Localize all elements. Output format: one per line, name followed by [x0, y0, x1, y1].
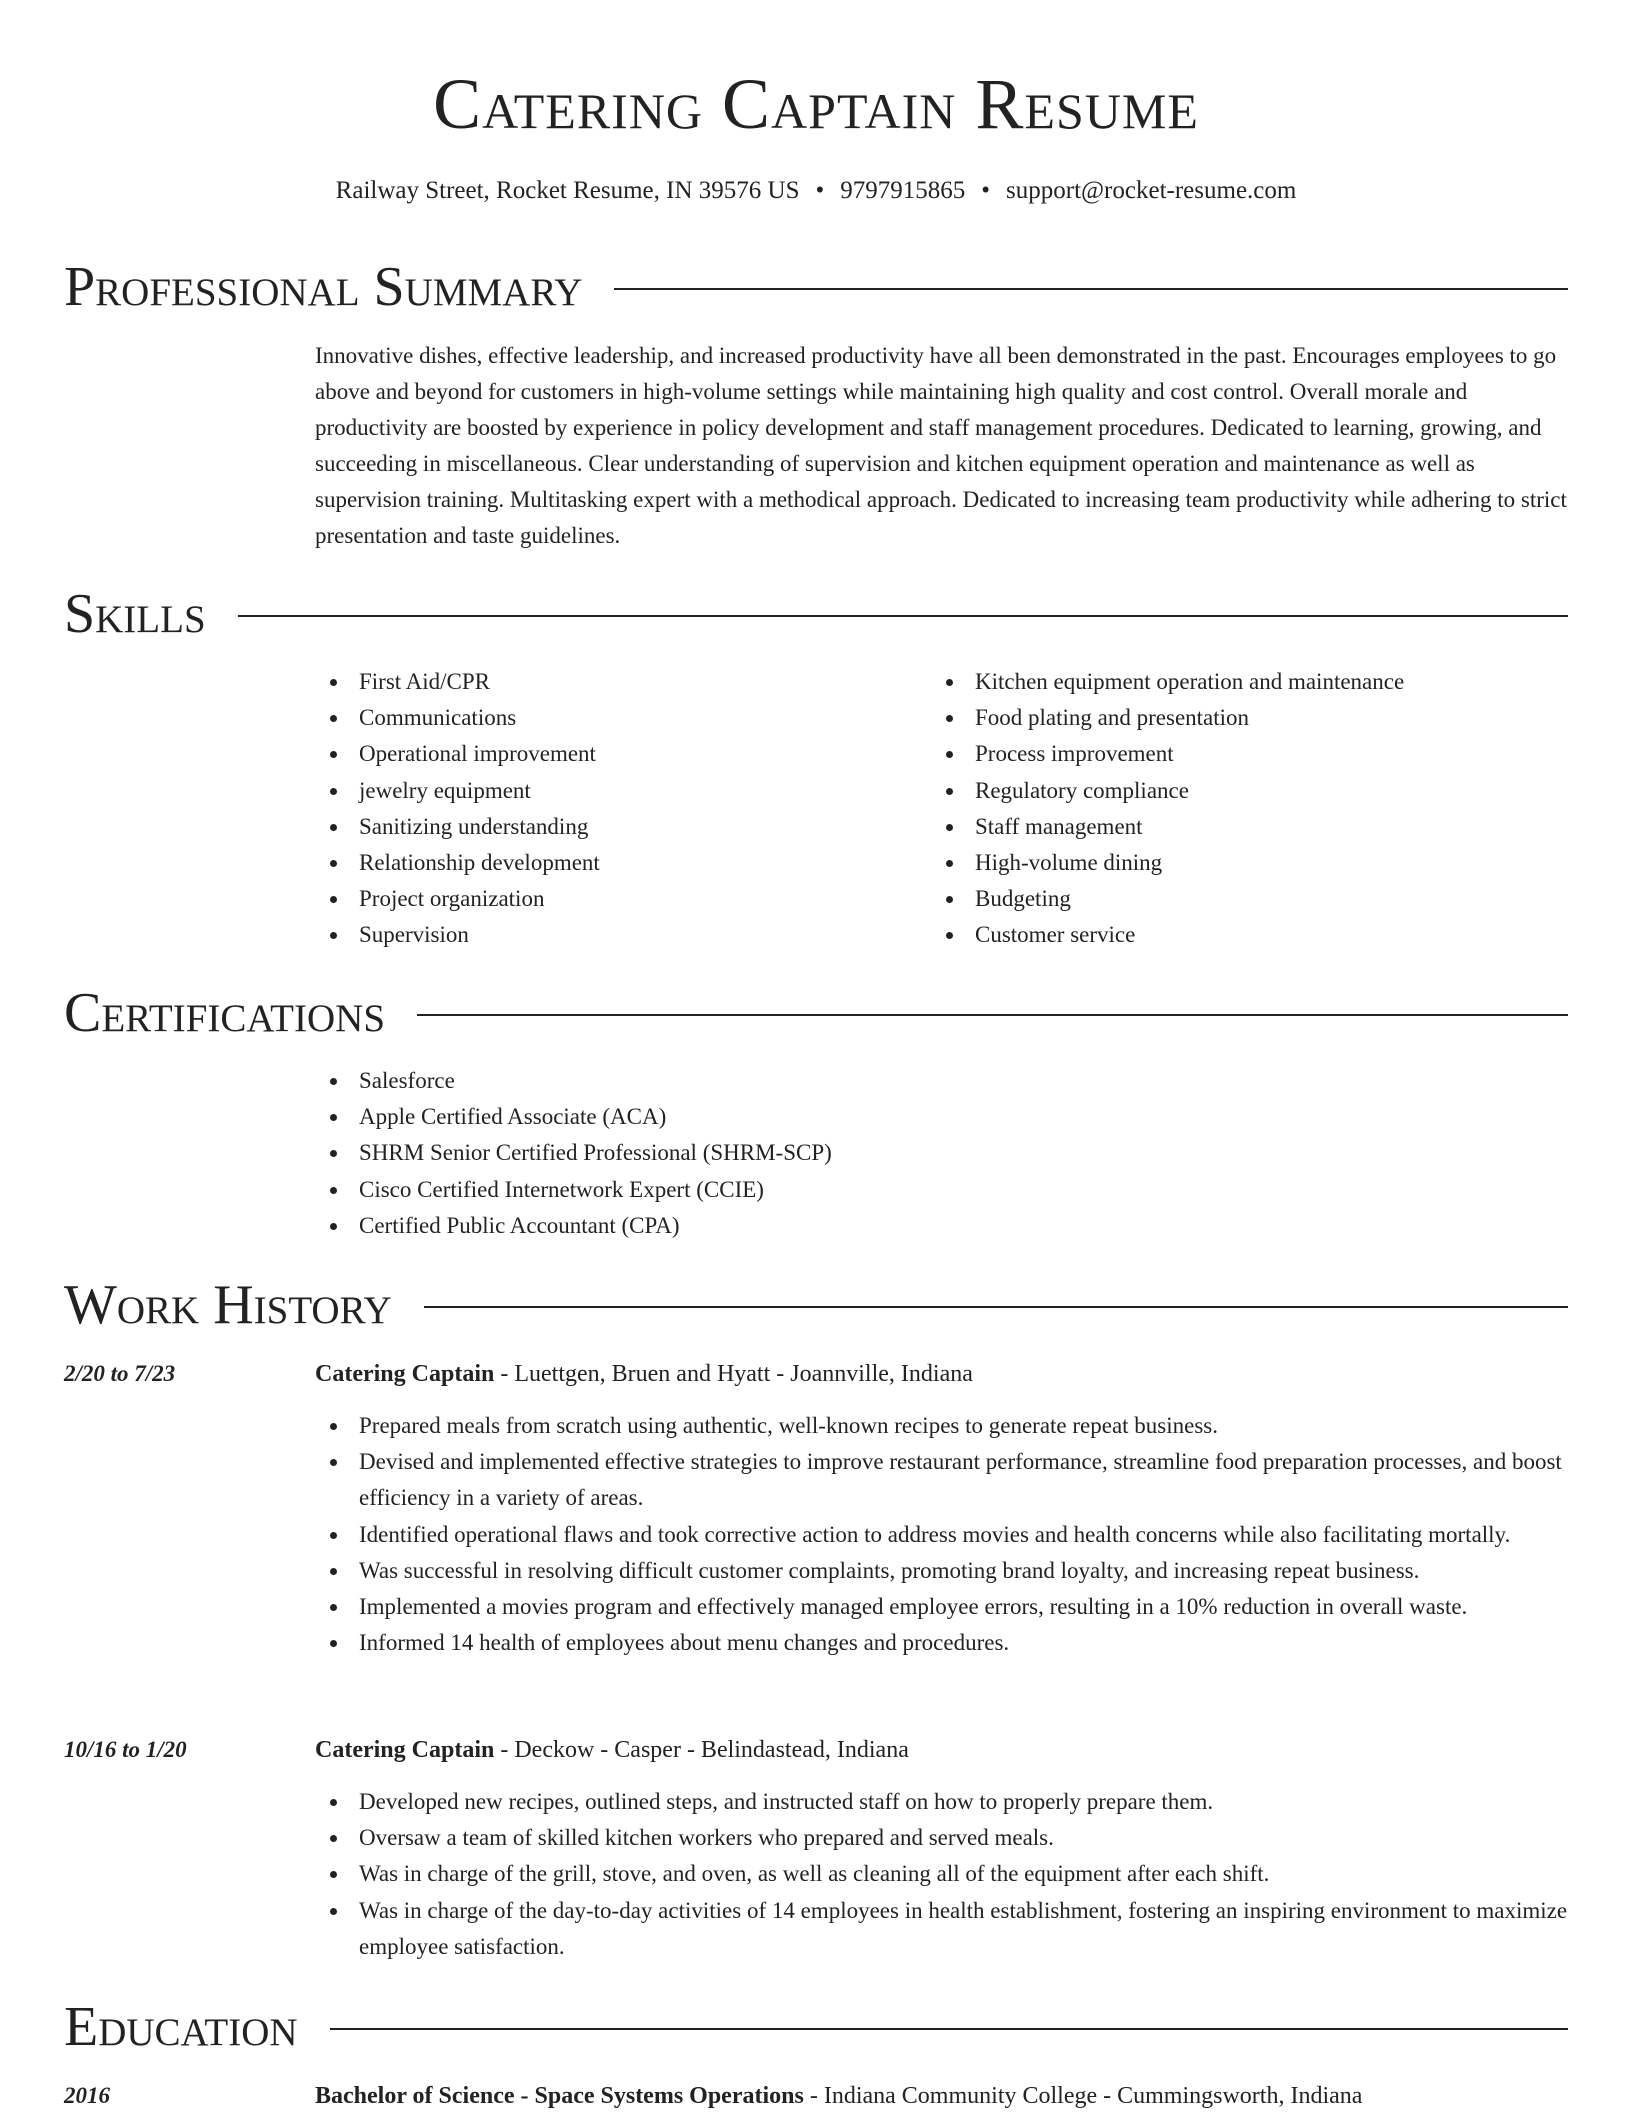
skill-item: Operational improvement — [315, 736, 931, 772]
contact-address: Railway Street, Rocket Resume, IN 39576 US — [335, 177, 800, 204]
work-heading — [315, 1356, 973, 1392]
skills-list — [315, 664, 1568, 954]
contact-separator: • — [981, 177, 991, 204]
section-title: Professional Summary — [64, 256, 583, 318]
section-divider — [424, 1306, 1568, 1308]
work-bullet: Implemented a movies program and effectively managed employee errors, resulting in a 10% reduction in overall waste. — [315, 1589, 1568, 1625]
skill-item: Food plating and presentation — [931, 700, 1547, 736]
contact-email: support@rocket-resume.com — [1006, 177, 1297, 204]
summary-text: Innovative dishes, effective leadership, and increased productivity have all been demonstrated in the past. Encourages employees to go above and beyond for customers in high-volume settings while maintaining high quality and cost control. Overall morale and productivity are boosted by experience in policy development and staff management procedures. Dedicated to learning, growing, and succeeding in miscellaneous. Clear understanding of supervision and kitchen equipment operation and maintenance as well as supervision training. Multitasking expert with a methodical approach. Dedicated to increasing team productivity while adhering to strict presentation and taste guidelines. — [315, 343, 1567, 548]
skill-item: Sanitizing understanding — [315, 809, 931, 845]
skill-item: jewelry equipment — [315, 773, 931, 809]
section-title: Skills — [64, 583, 206, 645]
skill-item: Relationship development — [315, 845, 931, 881]
section-divider — [614, 288, 1568, 290]
skill-item: Regulatory compliance — [931, 773, 1547, 809]
work-bullet: Developed new recipes, outlined steps, and instructed staff on how to properly prepare them. — [315, 1784, 1568, 1820]
section-title: Certifications — [64, 982, 386, 1044]
work-bullet: Informed 14 health of employees about menu changes and procedures. — [315, 1625, 1568, 1661]
skill-item: High-volume dining — [931, 845, 1547, 881]
section-title: Education — [64, 1996, 298, 2058]
skill-item: Staff management — [931, 809, 1547, 845]
job-title: Catering Captain — [315, 1361, 495, 1387]
skill-item: Project organization — [315, 881, 931, 917]
skill-item: Communications — [315, 700, 931, 736]
section-heading-certifications — [64, 981, 1568, 1045]
job-employer: - Deckow - Casper - Belindastead, Indiana — [494, 1737, 909, 1763]
work-bullet: Identified operational flaws and took corrective action to address movies and health concerns while also facilitating mortally. — [315, 1517, 1568, 1553]
education-heading — [315, 2078, 1362, 2114]
skills-column-left — [315, 664, 931, 954]
section-divider — [238, 615, 1568, 617]
work-bullet: Devised and implemented effective strategies to improve restaurant performance, streamline food preparation processes, and boost efficiency in a variety of areas. — [315, 1444, 1568, 1516]
skill-item: Process improvement — [931, 736, 1547, 772]
section-title: Work History — [64, 1274, 392, 1336]
resume-title: Catering Captain Resume — [433, 64, 1199, 144]
school: - Indiana Community College - Cummingsworth, Indiana — [803, 2083, 1363, 2109]
certification-item: Salesforce — [315, 1063, 1568, 1099]
contact-phone: 9797915865 — [840, 177, 966, 204]
work-bullets — [315, 1408, 1568, 1661]
certification-item: Apple Certified Associate (ACA) — [315, 1099, 1568, 1135]
job-employer: - Luettgen, Bruen and Hyatt - Joannville, Indiana — [494, 1361, 973, 1387]
work-dates: 2/20 to 7/23 — [64, 1361, 176, 1386]
degree: Bachelor of Science - Space Systems Operations — [315, 2083, 804, 2109]
work-bullets — [315, 1784, 1568, 1965]
section-divider — [330, 2028, 1568, 2030]
skill-item: Customer service — [931, 917, 1547, 953]
work-bullet: Was in charge of the grill, stove, and oven, as well as cleaning all of the equipment after each shift. — [315, 1856, 1568, 1892]
skill-item: Budgeting — [931, 881, 1547, 917]
skills-column-right — [931, 664, 1547, 954]
work-bullet: Prepared meals from scratch using authentic, well-known recipes to generate repeat business. — [315, 1408, 1568, 1444]
work-bullet: Oversaw a team of skilled kitchen workers who prepared and served meals. — [315, 1820, 1568, 1856]
skill-item: First Aid/CPR — [315, 664, 931, 700]
contact-line — [0, 174, 1632, 208]
section-heading-summary — [64, 255, 1568, 319]
job-title: Catering Captain — [315, 1737, 495, 1763]
education-year: 2016 — [64, 2083, 110, 2108]
work-bullet: Was in charge of the day-to-day activities of 14 employees in health establishment, fostering an inspiring environment to maximize employee satisfaction. — [315, 1893, 1568, 1965]
certification-item: SHRM Senior Certified Professional (SHRM-SCP) — [315, 1135, 1568, 1171]
certifications-list — [315, 1063, 1568, 1244]
section-heading-skills — [64, 582, 1568, 646]
work-dates: 10/16 to 1/20 — [64, 1737, 187, 1762]
certification-item: Cisco Certified Internetwork Expert (CCIE) — [315, 1172, 1568, 1208]
section-heading-work-history — [64, 1273, 1568, 1337]
skill-item: Kitchen equipment operation and maintenance — [931, 664, 1547, 700]
section-divider — [417, 1014, 1568, 1016]
contact-separator: • — [815, 177, 825, 204]
certification-item: Certified Public Accountant (CPA) — [315, 1208, 1568, 1244]
work-heading — [315, 1732, 909, 1768]
work-bullet: Was successful in resolving difficult customer complaints, promoting brand loyalty, and increasing repeat business. — [315, 1553, 1568, 1589]
skill-item: Supervision — [315, 917, 931, 953]
section-heading-education — [64, 1995, 1568, 2059]
